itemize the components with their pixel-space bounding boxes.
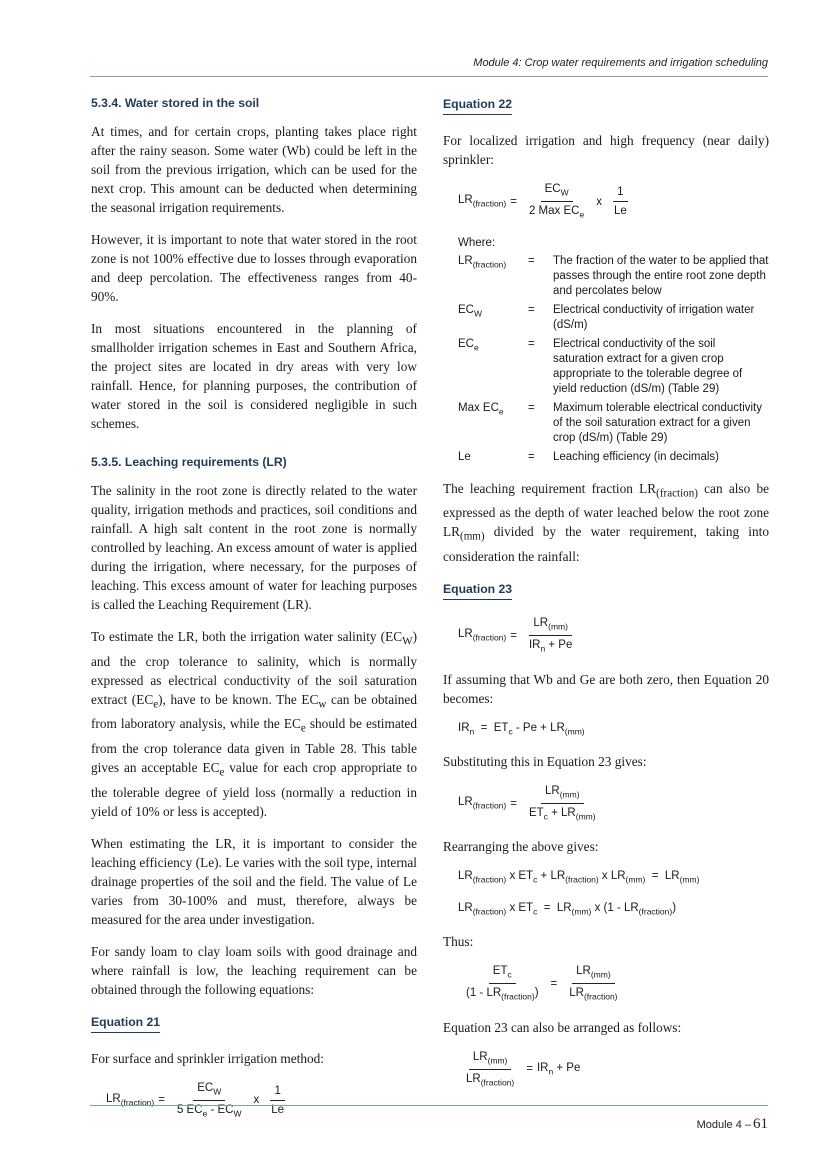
equation-rearranged-1: $LR_{(fraction)}$ x $ET_c + LR_{(fraction)}$ x $LR_{(mm)} = LR_{(mm)}$ (458, 870, 700, 885)
paragraph-lr: The leaching requirement fraction $LR_{(fraction)}$ can also be expressed as the depth of water leached below the root zone $LR_{(mm)}$ divided by the water requirement, taking into consideration the rainfall: (443, 480, 769, 564)
footer-module: Module 4 – (696, 1119, 751, 1131)
paragraph: Substituting this in Equation 23 gives: (443, 753, 647, 769)
paragraph: The salinity in the root zone is directly related to the water quality, irrigation methods and practices, soil conditions and rainfall. A high salt content in the root zone is normally controlled by leaching. An excess amount of water is applied during the irrigation, where necessary, for the purposes of leaching. This excess amount of water for leaching purposes is called the Leaching Requirement (LR). (91, 483, 417, 612)
definition-row: Max $EC_e$ = Maximum tolerable electrical conductivity of the soil saturation extract for a given crop (dS/m) (Table 29) (458, 401, 762, 444)
paragraph: At times, and for certain crops, planting takes place right after the rainy season. Some water (Wb) could be left in the soil from the previous irrigation, which can be used for the next crop. This amount can be deducted when determining the seasonal irrigation requirements. (91, 124, 417, 215)
equation-21: $LR_{(fraction)}$ = $\frac{EC_W}{5 EC_e - EC_W}$ x $\frac{1}{Le}$ (106, 1081, 285, 1119)
section-heading-water-stored: 5.3.4. Water stored in the soil (91, 96, 260, 110)
paragraph: In most situations encountered in the planning of smallholder irrigation schemes in East and Southern Africa, the project sites are located in dry areas with very low rainfall. Hence, for planning purposes, the contribution of water stored in the soil is considered negligible in such schemes. (91, 321, 417, 431)
equation-rearranged-2: $LR_{(fraction)}$ x $ET_c = LR_{(mm)}$ x $(1 - LR_{(fraction)})$ (458, 901, 677, 916)
equation-23: $LR_{(fraction)}$ = $\frac{LR_{(mm)}}{IR_n + Pe}$ (458, 616, 573, 654)
page-footer (697, 1116, 768, 1133)
definition-row: $EC_W$ = Electrical conductivity of irrigation water (dS/m) (458, 303, 755, 331)
paragraph: Thus: (443, 933, 474, 949)
right-column (443, 94, 769, 1103)
definition-row: $EC_e$ = Electrical conductivity of the soil saturation extract for a given crop appropriate to the tolerable degree of yield reduction (dS/m) (Table 29) (458, 337, 743, 395)
paragraph: However, it is important to note that water stored in the root zone is not 100% effective due to losses through evaporation and deep percolation. The effectiveness ranges from 40-90%. (91, 232, 417, 304)
equation-22: $LR_{(fraction)}$ = $\frac{EC_W}{2 Max EC_e}$ x $\frac{1}{Le}$ (458, 183, 627, 220)
equation-irn: $IR_n = ET_c - Pe + LR_{(mm)}$ (458, 721, 585, 736)
equation-arranged: $\frac{LR_{(mm)}}{LR_{(fraction)}}$ = $IR_n + Pe$ (466, 1050, 581, 1088)
where-title: Where: (458, 236, 496, 249)
definition-row: Le = Leaching efficiency (in decimals) (458, 450, 719, 463)
paragraph-ec: To estimate the LR, both the irrigation water salinity $(EC_W)$ and the crop tolerance to salinity, which is normally expressed as electrical conductivity of the soil saturation extract $(EC_e)$, have to be known. The $EC_w$ can be obtained from laboratory analysis, while the $EC_e$ should be estimated from the crop tolerance data given in Table 28. This table gives an acceptable $EC_e$ value for each crop appropriate to the tolerable degree of yield loss (normally a reduction in yield of 10% or less is accepted). (91, 629, 417, 819)
paragraph: Equation 23 can also be arranged as follows: (443, 1019, 682, 1035)
where-definitions (458, 236, 769, 465)
page-number: 61 (753, 1116, 768, 1132)
equation-thus: $\frac{ET_c}{(1 - LR_{(fraction)})}$ = $\frac{LR_{(mm)}}{LR_{(fraction)}}$ (466, 964, 618, 1002)
paragraph: For sandy loam to clay loam soils with good drainage and where rainfall is low, the leaching requirement can be obtained through the following equations: (91, 943, 417, 997)
equation-21-label: Equation 21 (91, 1015, 160, 1033)
paragraph: For surface and sprinkler irrigation method: (91, 1050, 325, 1066)
left-column (91, 94, 417, 1134)
equation-23-label: Equation 23 (443, 582, 512, 600)
equation-22-label: Equation 22 (443, 97, 512, 115)
paragraph: Rearranging the above gives: (443, 839, 599, 855)
footer-rule (90, 1105, 768, 1106)
equation-substituted: $LR_{(fraction)}$ = $\frac{LR_{(mm)}}{ET_c + LR_{(mm)}}$ (458, 784, 596, 822)
definition-row: $LR_{(fraction)}$ = The fraction of the water to be applied that passes through the entire root zone depth and percolates below (458, 254, 769, 297)
section-heading-leaching: 5.3.5. Leaching requirements (LR) (91, 455, 287, 469)
paragraph: For localized irrigation and high frequency (near daily) sprinkler: (443, 133, 769, 167)
running-header: Module 4: Crop water requirements and irrigation scheduling (473, 57, 768, 69)
paragraph: If assuming that Wb and Ge are both zero, then Equation 20 becomes: (443, 671, 769, 706)
header-rule (90, 76, 768, 77)
paragraph: When estimating the LR, it is important to consider the leaching efficiency (Le). Le varies with the soil type, internal drainage properties of the soil and the field. The value of Le varies from 30-100% and must, therefore, always be measured for the area under investigation. (91, 835, 417, 927)
